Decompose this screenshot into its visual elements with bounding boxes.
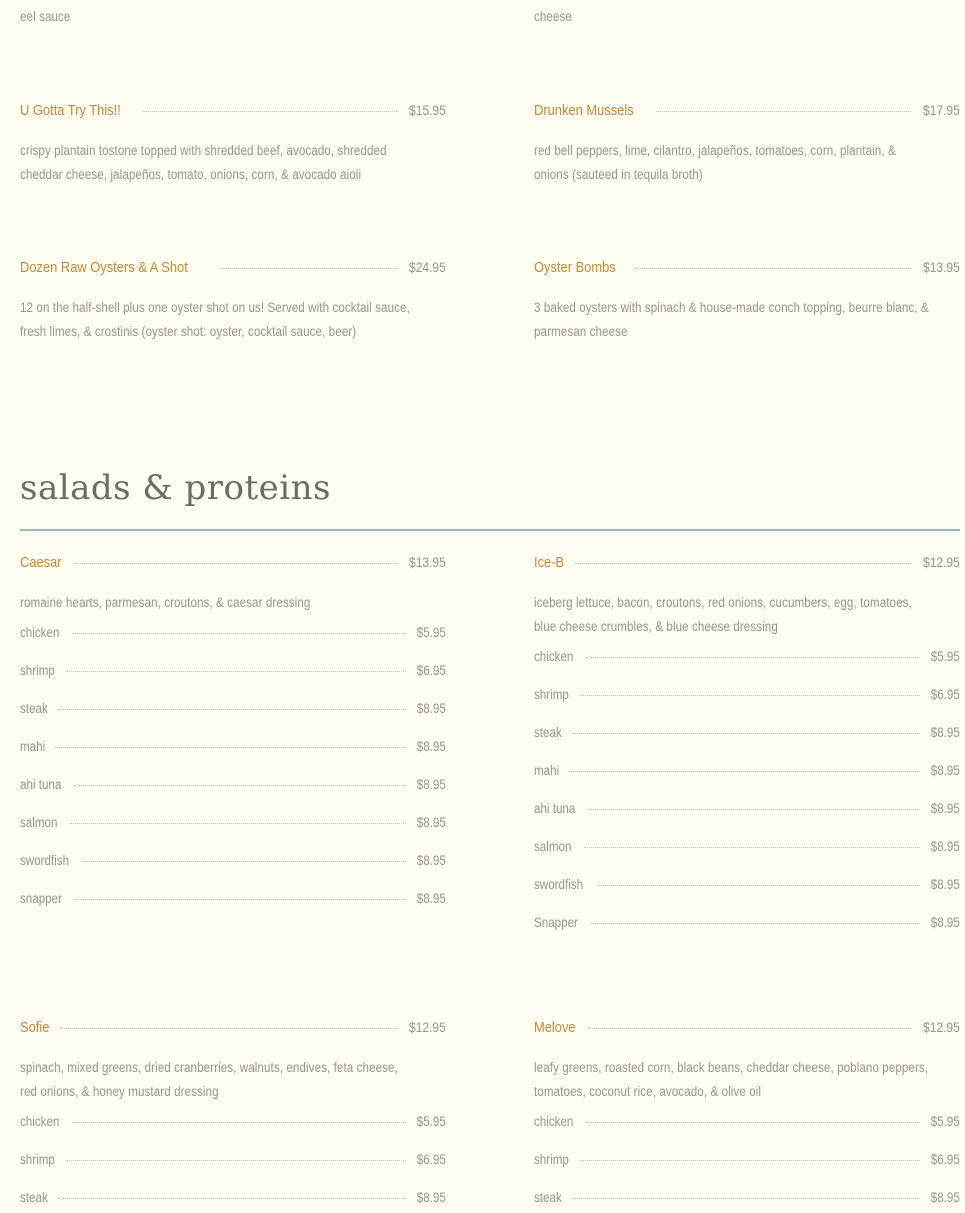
protein-option: mahi $8.95 bbox=[534, 763, 960, 778]
section-divider bbox=[20, 529, 960, 531]
section-title: salads & proteins bbox=[20, 468, 331, 508]
item-description: spinach, mixed greens, dried cranberries, walnuts, endives, feta cheese, red onions, & honey mustard dressing bbox=[20, 1060, 398, 1099]
dot-leader bbox=[588, 1028, 911, 1029]
protein-option: Snapper $8.95 bbox=[534, 915, 960, 930]
dot-leader bbox=[575, 563, 911, 564]
protein-options bbox=[534, 1114, 960, 1210]
menu-item-drunken-mussels bbox=[534, 102, 960, 187]
protein-option: steak $8.95 bbox=[20, 701, 446, 716]
item-name: Ice-B bbox=[534, 554, 565, 571]
protein-option: chicken $5.95 bbox=[20, 625, 446, 640]
item-name: U Gotta Try This!! bbox=[20, 102, 121, 119]
protein-option: swordfish $8.95 bbox=[534, 877, 960, 892]
item-price: $12.95 bbox=[409, 1019, 446, 1035]
item-price: $24.95 bbox=[409, 259, 446, 275]
protein-options bbox=[534, 649, 960, 935]
protein-option: shrimp $6.95 bbox=[534, 687, 960, 702]
item-price: $15.95 bbox=[409, 102, 446, 118]
protein-option: steak $8.95 bbox=[20, 1190, 446, 1205]
item-description: romaine hearts, parmesan, croutons, & caesar dressing bbox=[20, 595, 311, 610]
dot-leader bbox=[221, 268, 397, 269]
menu-item-oyster-bombs bbox=[534, 259, 960, 344]
protein-option: mahi $8.95 bbox=[20, 739, 446, 754]
item-price: $12.95 bbox=[923, 1019, 960, 1035]
protein-option: snapper $8.95 bbox=[20, 891, 446, 906]
item-description: 3 baked oysters with spinach & house-made conch topping, beurre blanc, & parmesan cheese bbox=[534, 300, 929, 339]
item-price: $17.95 bbox=[923, 102, 960, 118]
dot-leader bbox=[60, 1028, 397, 1029]
item-description-fragment: eel sauce bbox=[20, 9, 71, 24]
menu-item-ice-b bbox=[534, 554, 960, 935]
item-description: iceberg lettuce, bacon, croutons, red onions, cucumbers, egg, tomatoes, blue cheese crumbles, & blue cheese dressing bbox=[534, 595, 912, 634]
protein-option: shrimp $6.95 bbox=[20, 1152, 446, 1167]
item-name: Melove bbox=[534, 1019, 576, 1036]
item-name: Oyster Bombs bbox=[534, 259, 616, 276]
item-name: Caesar bbox=[20, 554, 62, 571]
protein-options bbox=[20, 1114, 446, 1210]
protein-option: shrimp $6.95 bbox=[534, 1152, 960, 1167]
item-description: leafy greens, roasted corn, black beans, cheddar cheese, poblano peppers, tomatoes, coconut rice, avocado, & olive oil bbox=[534, 1060, 929, 1099]
protein-option: swordfish $8.95 bbox=[20, 853, 446, 868]
dot-leader bbox=[74, 563, 397, 564]
menu-item-sofie bbox=[20, 1019, 446, 1210]
protein-options bbox=[20, 625, 446, 911]
menu-item-dozen-raw-oysters bbox=[20, 259, 446, 344]
protein-option: ahi tuna $8.95 bbox=[534, 801, 960, 816]
item-description: red bell peppers, lime, cilantro, jalapeños, tomatoes, corn, plantain, & onions (sauteed in tequila broth) bbox=[534, 143, 896, 182]
dot-leader bbox=[143, 111, 397, 112]
item-name: Dozen Raw Oysters & A Shot bbox=[20, 259, 188, 276]
item-description: crispy plantain tostone topped with shredded beef, avocado, shredded cheddar cheese, jalapeños, tomato, onions, corn, & avocado aioli bbox=[20, 143, 387, 182]
item-price: $13.95 bbox=[923, 259, 960, 275]
protein-option: shrimp $6.95 bbox=[20, 663, 446, 678]
item-price: $12.95 bbox=[923, 554, 960, 570]
protein-option: chicken $5.95 bbox=[20, 1114, 446, 1129]
item-description-fragment: cheese bbox=[534, 9, 572, 24]
protein-option: steak $8.95 bbox=[534, 1190, 960, 1205]
dot-leader bbox=[656, 111, 911, 112]
protein-option: chicken $5.95 bbox=[534, 649, 960, 664]
dot-leader bbox=[635, 268, 911, 269]
protein-option: salmon $8.95 bbox=[534, 839, 960, 854]
protein-option: chicken $5.95 bbox=[534, 1114, 960, 1129]
menu-item-caesar bbox=[20, 554, 446, 911]
protein-option: ahi tuna $8.95 bbox=[20, 777, 446, 792]
menu-item-u-gotta-try-this bbox=[20, 102, 446, 187]
item-name: Sofie bbox=[20, 1019, 50, 1036]
menu-item-melove bbox=[534, 1019, 960, 1210]
protein-option: salmon $8.95 bbox=[20, 815, 446, 830]
item-description: 12 on the half-shell plus one oyster shot on us! Served with cocktail sauce, fresh limes, & crostinis (oyster shot: oyster, cocktail sauce, beer) bbox=[20, 300, 410, 339]
item-name: Drunken Mussels bbox=[534, 102, 634, 119]
item-price: $13.95 bbox=[409, 554, 446, 570]
protein-option: steak $8.95 bbox=[534, 725, 960, 740]
